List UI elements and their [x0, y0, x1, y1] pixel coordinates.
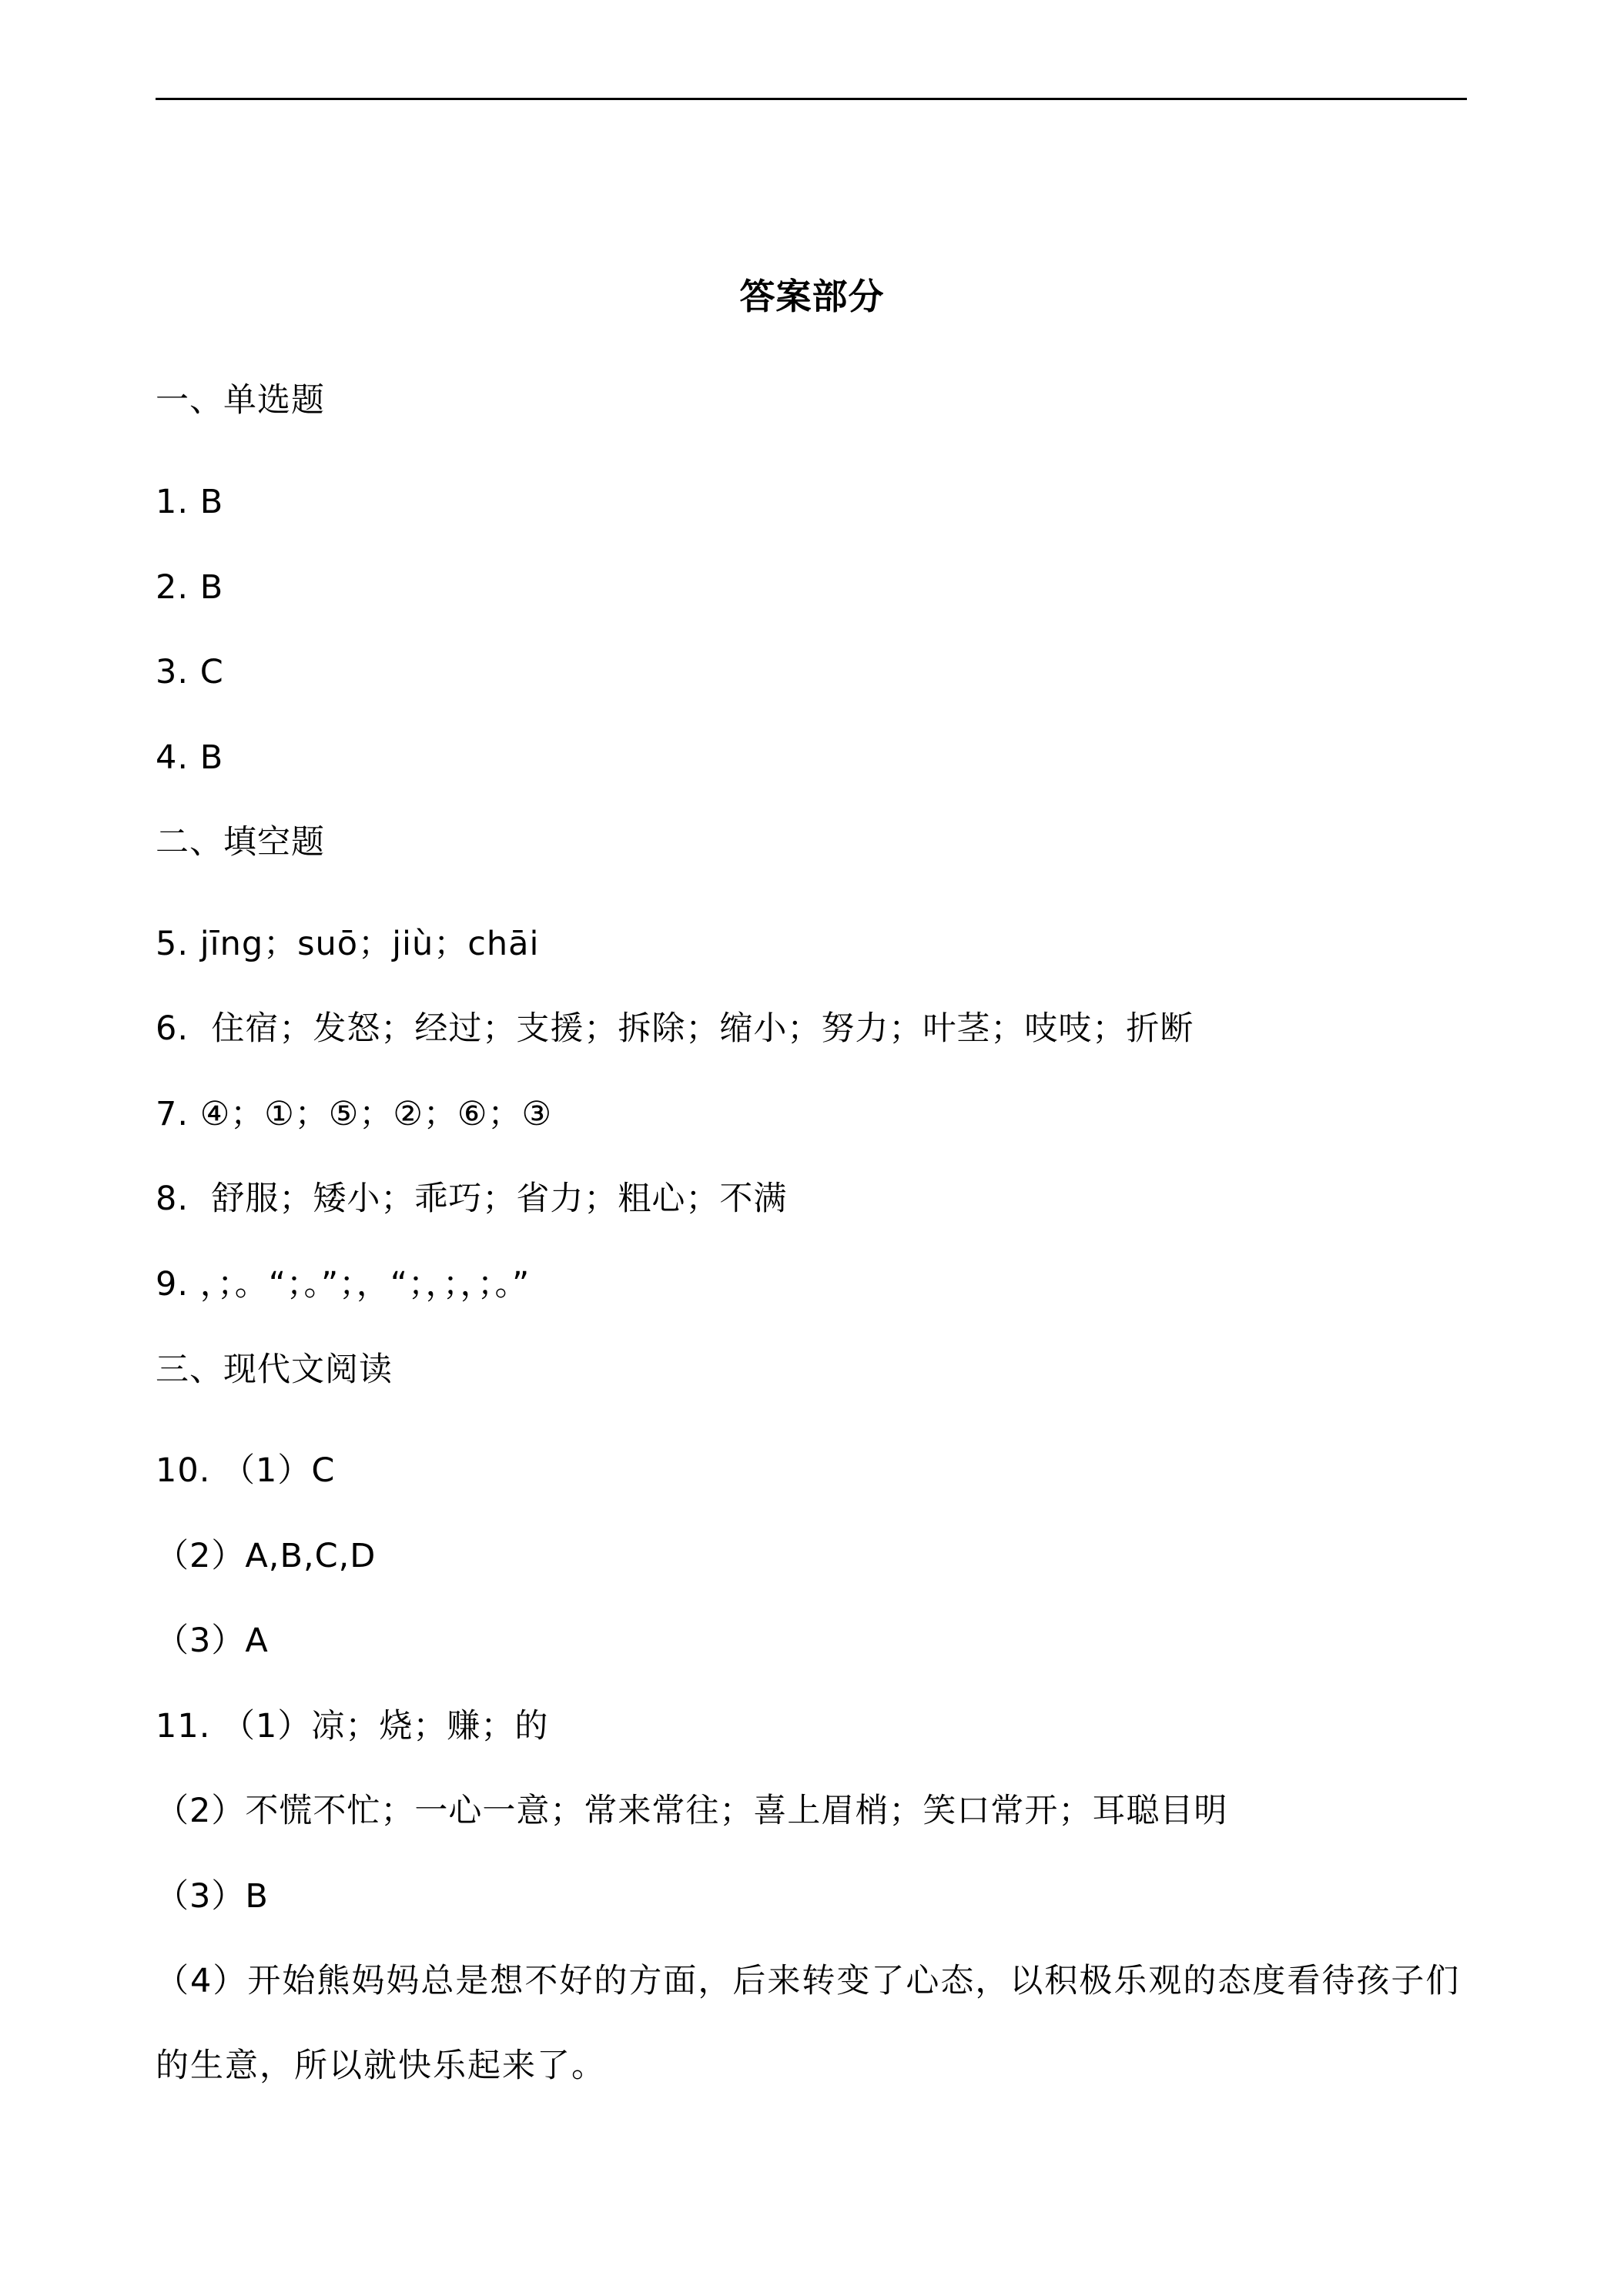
- answer-11-part-4: （4）开始熊妈妈总是想不好的方面，后来转变了心态，以积极乐观的态度看待孩子们的生意，所以就快乐起来了。: [156, 1962, 1461, 2085]
- section-heading-fill-blank: 二、填空题: [156, 823, 325, 862]
- section-heading-single-choice: 一、单选题: [156, 381, 325, 420]
- answer-4: 4. B: [156, 738, 224, 777]
- answer-5: 5. jīng；suō；jiù；chāi: [156, 925, 540, 963]
- answer-10-part-3: （3）A: [156, 1622, 269, 1660]
- answer-9: 9. ，；。“；。”；，“；，；，；。”: [156, 1265, 531, 1304]
- answer-8: 8. 舒服；矮小；乖巧；省力；粗心；不满: [156, 1180, 788, 1218]
- section-heading-reading: 三、现代文阅读: [156, 1350, 393, 1389]
- answer-10-part-1: 10. （1）C: [156, 1451, 336, 1490]
- page-title: 答案部分: [739, 276, 885, 317]
- answer-6: 6. 住宿；发怒；经过；支援；拆除；缩小；努力；叶茎；吱吱；折断: [156, 1009, 1194, 1048]
- answer-1: 1. B: [156, 483, 224, 521]
- answer-2: 2. B: [156, 568, 224, 607]
- answer-7: 7. ④；①；⑤；②；⑥；③: [156, 1095, 552, 1133]
- header-divider: [156, 98, 1467, 100]
- answer-11-part-1: 11. （1）凉；烧；赚；的: [156, 1707, 549, 1745]
- answer-11-part-2: （2）不慌不忙；一心一意；常来常往；喜上眉梢；笑口常开；耳聪目明: [156, 1792, 1228, 1830]
- answer-11-part-3: （3）B: [156, 1877, 269, 1916]
- answer-10-part-2: （2）A,B,C,D: [156, 1537, 377, 1575]
- answer-3: 3. C: [156, 653, 224, 691]
